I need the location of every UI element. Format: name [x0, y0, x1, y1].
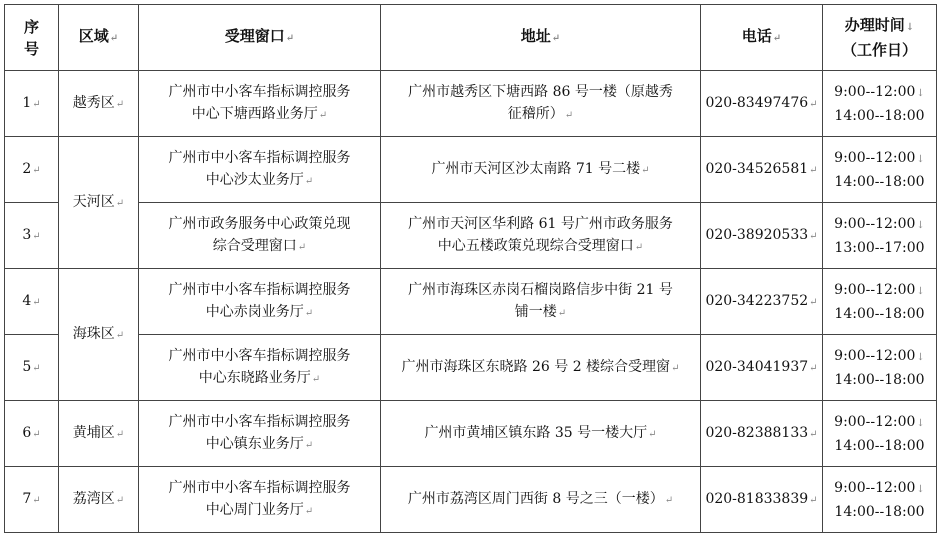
- table-row: [5, 467, 937, 533]
- cell-window: 广州市政务服务中心政策兑现 综合受理窗口↵: [139, 203, 381, 269]
- cell-district: 天河区↵: [59, 137, 139, 269]
- cell-hours: 9:00--12:00↓ 14:00--18:00: [823, 71, 937, 137]
- header-seq: 序 号: [5, 5, 59, 71]
- table-row: [5, 335, 937, 401]
- cell-seq: 2↵: [5, 137, 59, 203]
- cell-hours: 9:00--12:00↓ 14:00--18:00: [823, 269, 937, 335]
- cell-phone: 020-34041937↵: [701, 335, 823, 401]
- table-row: [5, 269, 937, 335]
- cell-address: 广州市海珠区赤岗石榴岗路信步中街 21 号 铺一楼↵: [381, 269, 701, 335]
- cell-phone: 020-81833839↵: [701, 467, 823, 533]
- cell-district: 荔湾区↵: [59, 467, 139, 533]
- header-phone: 电话↵: [701, 5, 823, 71]
- cell-seq: 3↵: [5, 203, 59, 269]
- cell-window: 广州市中小客车指标调控服务 中心镇东业务厅↵: [139, 401, 381, 467]
- cell-seq: 5↵: [5, 335, 59, 401]
- cell-hours: 9:00--12:00↓ 14:00--18:00: [823, 137, 937, 203]
- cell-hours: 9:00--12:00↓ 14:00--18:00: [823, 401, 937, 467]
- header-district: 区域↵: [59, 5, 139, 71]
- cell-hours: 9:00--12:00↓ 14:00--18:00: [823, 335, 937, 401]
- cell-hours: 9:00--12:00↓ 14:00--18:00: [823, 467, 937, 533]
- cell-phone: 020-82388133↵: [701, 401, 823, 467]
- cell-seq: 7↵: [5, 467, 59, 533]
- table-header-row: [5, 5, 937, 71]
- cell-hours: 9:00--12:00↓ 13:00--17:00: [823, 203, 937, 269]
- header-hours: 办理时间↓ （工作日）: [823, 5, 937, 71]
- cell-window: 广州市中小客车指标调控服务 中心东晓路业务厅↵: [139, 335, 381, 401]
- cell-address: 广州市黄埔区镇东路 35 号一楼大厅↵: [381, 401, 701, 467]
- cell-address: 广州市海珠区东晓路 26 号 2 楼综合受理窗↵: [381, 335, 701, 401]
- table-row: [5, 203, 937, 269]
- cell-phone: 020-34223752↵: [701, 269, 823, 335]
- cell-district: 越秀区↵: [59, 71, 139, 137]
- table-row: [5, 71, 937, 137]
- cell-window: 广州市中小客车指标调控服务 中心沙太业务厅↵: [139, 137, 381, 203]
- cell-phone: 020-83497476↵: [701, 71, 823, 137]
- cell-window: 广州市中小客车指标调控服务 中心下塘西路业务厅↵: [139, 71, 381, 137]
- service-window-table: [4, 4, 937, 533]
- table-row: [5, 401, 937, 467]
- cell-district: 黄埔区↵: [59, 401, 139, 467]
- cell-phone: 020-34526581↵: [701, 137, 823, 203]
- document: [4, 4, 937, 533]
- cell-seq: 6↵: [5, 401, 59, 467]
- header-address: 地址↵: [381, 5, 701, 71]
- cell-address: 广州市荔湾区周门西街 8 号之三（一楼）↵: [381, 467, 701, 533]
- cell-address: 广州市天河区沙太南路 71 号二楼↵: [381, 137, 701, 203]
- table-row: [5, 137, 937, 203]
- cell-address: 广州市越秀区下塘西路 86 号一楼（原越秀 征稽所）↵: [381, 71, 701, 137]
- cell-address: 广州市天河区华利路 61 号广州市政务服务 中心五楼政策兑现综合受理窗口↵: [381, 203, 701, 269]
- cell-window: 广州市中小客车指标调控服务 中心周门业务厅↵: [139, 467, 381, 533]
- cell-district: 海珠区↵: [59, 269, 139, 401]
- cell-seq: 4↵: [5, 269, 59, 335]
- cell-phone: 020-38920533↵: [701, 203, 823, 269]
- header-window: 受理窗口↵: [139, 5, 381, 71]
- cell-window: 广州市中小客车指标调控服务 中心赤岗业务厅↵: [139, 269, 381, 335]
- cell-seq: 1↵: [5, 71, 59, 137]
